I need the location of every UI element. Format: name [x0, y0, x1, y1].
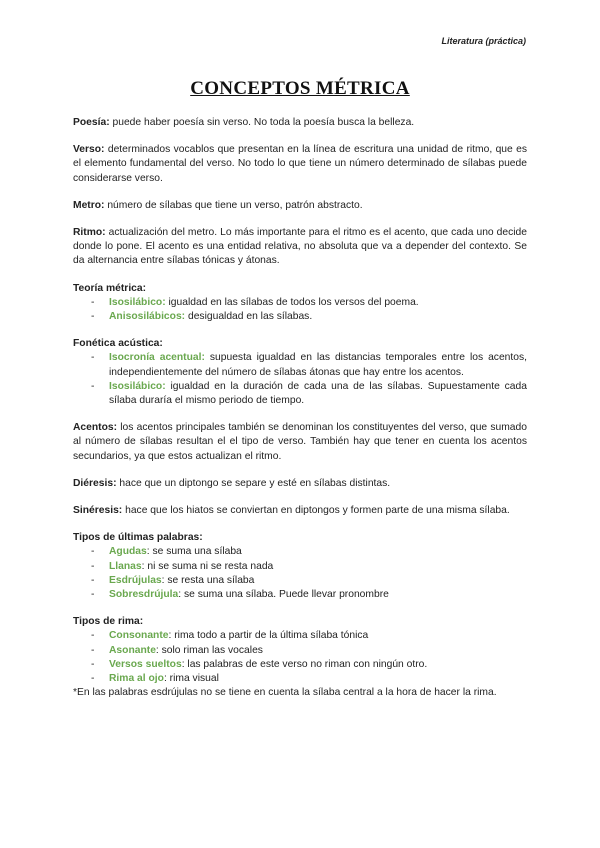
highlight-term: Llanas — [109, 560, 142, 572]
dash-bullet: - — [91, 574, 95, 586]
list-tipos-rima — [73, 629, 527, 686]
dash-bullet: - — [91, 352, 95, 364]
paragraph-metro — [73, 199, 527, 213]
item-text: igualdad en la duración de cada una de las sílabas. Supuestamente cada sílaba duraría el mismo periodo de tiempo. — [109, 380, 527, 407]
list-item — [73, 560, 527, 574]
highlight-term: Isocronía acentual: — [109, 352, 205, 364]
term-label: Verso: — [73, 144, 105, 156]
paragraph-acentos — [73, 421, 527, 464]
term-definition: actualización del metro. Lo más importante para el ritmo es el acento, que cada uno decide donde lo pone. El acento es una entidad relativa, no absoluta que va a depender del contexto. Se da alternancia entre sílabas tónicas y átonas. — [73, 227, 527, 267]
list-teoria — [73, 296, 527, 324]
item-text: : se suma una sílaba — [146, 546, 242, 558]
list-item — [73, 672, 527, 686]
list-item — [73, 574, 527, 588]
paragraph-ritmo — [73, 226, 527, 269]
term-label: Metro: — [73, 199, 105, 211]
highlight-term: Rima al ojo — [109, 673, 164, 685]
dash-bullet: - — [91, 296, 95, 308]
dash-bullet: - — [91, 311, 95, 323]
section-title-fonetica: Fonética acústica: — [73, 338, 163, 350]
item-text: supuesta igualdad en las distancias temporales entre los acentos, independientemente del número de sílabas átonas que hay entre los acentos. — [109, 352, 527, 378]
page-header: Literatura (práctica) — [441, 36, 526, 46]
highlight-term: Isosilábico: — [109, 380, 166, 392]
dash-bullet: - — [91, 658, 95, 670]
term-label: Diéresis: — [73, 477, 117, 489]
term-definition: los acentos principales también se denominan los constituyentes del verso, que sumado al número de sílabas resultan el el tipo de verso. También hay que tener en cuenta los acentos secundarios, ya que estos actualizan el ritmo. — [73, 422, 527, 462]
term-definition: determinados vocablos que presentan en la línea de escritura una unidad de ritmo, que es el elemento fundamental del verso. No todo lo que tiene un número determinado de sílabas puede considerarse verso. — [73, 144, 527, 184]
paragraph-poesia — [73, 116, 527, 130]
list-item — [73, 351, 527, 379]
item-text: : solo riman las vocales — [155, 644, 263, 656]
dash-bullet: - — [91, 380, 95, 392]
item-text: : se resta una sílaba — [161, 574, 255, 586]
highlight-term: Esdrújulas — [109, 574, 162, 586]
term-label: Ritmo: — [73, 227, 106, 239]
term-definition: número de sílabas que tiene un verso, patrón abstracto. — [104, 199, 363, 211]
highlight-term: Asonante — [109, 644, 156, 656]
term-label: Acentos: — [73, 422, 118, 434]
highlight-term: Versos sueltos — [109, 658, 182, 670]
highlight-term: Consonante — [109, 630, 169, 642]
dash-bullet: - — [91, 630, 95, 642]
paragraph-verso — [73, 143, 527, 186]
paragraph-dieresis — [73, 477, 527, 491]
highlight-term: Sobresdrújula — [109, 589, 179, 601]
list-fonetica — [73, 351, 527, 408]
dash-bullet: - — [91, 589, 95, 601]
paragraph-sineresis — [73, 504, 527, 518]
term-label: Poesía: — [73, 117, 110, 128]
highlight-term: Agudas — [109, 546, 147, 558]
list-item — [73, 380, 527, 408]
list-item — [73, 545, 527, 559]
term-definition: puede haber poesía sin verso. No toda la poesía busca la belleza. — [109, 117, 415, 128]
term-definition: hace que los hiatos se conviertan en diptongos y formen parte de una misma sílaba. — [122, 505, 510, 517]
dash-bullet: - — [91, 673, 95, 685]
item-text: : rima visual — [163, 673, 219, 685]
list-item — [73, 629, 527, 643]
highlight-term: Isosilábico: — [109, 296, 166, 308]
item-text: : las palabras de este verso no riman con ningún otro. — [181, 658, 428, 670]
item-text: igualdad en las sílabas de todos los versos del poema. — [165, 296, 419, 308]
item-text: : se suma una sílaba. Puede llevar pronombre — [178, 589, 389, 601]
section-title-teoria: Teoría métrica: — [73, 282, 147, 294]
item-text: desigualdad en las sílabas. — [185, 311, 313, 323]
page-title: CONCEPTOS MÉTRICA — [190, 78, 410, 99]
highlight-term: Anisosilábicos: — [109, 311, 186, 323]
footnote: *En las palabras esdrújulas no se tiene en cuenta la sílaba central a la hora de hacer la rima. — [73, 687, 497, 699]
list-item — [73, 588, 527, 602]
section-title-tipos-palabras: Tipos de últimas palabras: — [73, 532, 203, 544]
dash-bullet: - — [91, 546, 95, 558]
list-item — [73, 644, 527, 658]
dash-bullet: - — [91, 644, 95, 656]
item-text: : ni se suma ni se resta nada — [141, 560, 274, 572]
term-definition: hace que un diptongo se separe y esté en sílabas distintas. — [116, 477, 391, 489]
list-item — [73, 310, 527, 324]
section-title-tipos-rima: Tipos de rima: — [73, 616, 144, 628]
list-item — [73, 658, 527, 672]
dash-bullet: - — [91, 560, 95, 572]
list-item — [73, 296, 527, 310]
list-tipos-palabras — [73, 545, 527, 602]
document-body — [73, 116, 527, 701]
term-label: Sinéresis: — [73, 505, 123, 517]
item-text: : rima todo a partir de la última sílaba tónica — [168, 630, 369, 642]
